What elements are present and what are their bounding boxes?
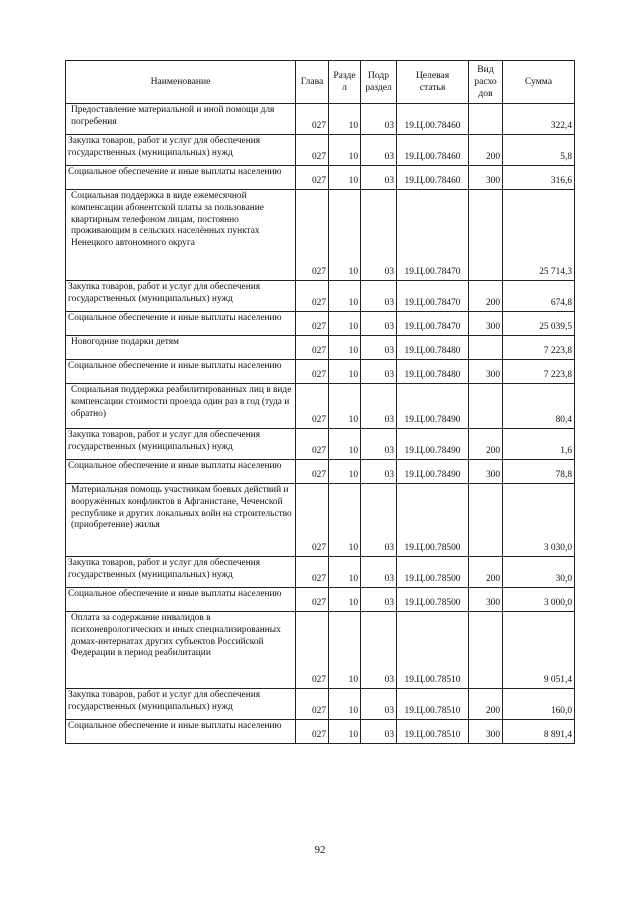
table-row xyxy=(66,166,575,190)
header-statya: Целевая статья xyxy=(397,61,469,104)
cell-glava: 027 xyxy=(296,281,329,312)
cell-statya: 19.Ц.00.78490 xyxy=(397,384,469,429)
cell-glava: 027 xyxy=(296,166,329,190)
cell-name: Социальное обеспечение и иные выплаты населению xyxy=(66,360,296,384)
cell-glava: 027 xyxy=(296,612,329,689)
cell-statya: 19.Ц.00.78510 xyxy=(397,612,469,689)
cell-statya: 19.Ц.00.78500 xyxy=(397,588,469,612)
cell-vid xyxy=(469,612,503,689)
cell-razdel: 10 xyxy=(329,190,361,281)
cell-razdel: 10 xyxy=(329,135,361,166)
header-razdel: Разде л xyxy=(329,61,361,104)
cell-podrazdel: 03 xyxy=(361,135,397,166)
cell-statya: 19.Ц.00.78500 xyxy=(397,484,469,557)
cell-summa: 30,0 xyxy=(503,557,575,588)
cell-statya: 19.Ц.00.78470 xyxy=(397,281,469,312)
cell-glava: 027 xyxy=(296,460,329,484)
cell-name: Социальное обеспечение и иные выплаты населению xyxy=(66,588,296,612)
cell-glava: 027 xyxy=(296,429,329,460)
table-row xyxy=(66,429,575,460)
cell-summa: 80,4 xyxy=(503,384,575,429)
table-row xyxy=(66,689,575,720)
cell-vid xyxy=(469,484,503,557)
cell-razdel: 10 xyxy=(329,360,361,384)
cell-glava: 027 xyxy=(296,336,329,360)
cell-summa: 25 714,3 xyxy=(503,190,575,281)
cell-summa: 7 223,8 xyxy=(503,360,575,384)
cell-name: Социальное обеспечение и иные выплаты населению xyxy=(66,720,296,744)
table-row xyxy=(66,484,575,557)
cell-razdel: 10 xyxy=(329,588,361,612)
cell-razdel: 10 xyxy=(329,429,361,460)
cell-vid: 200 xyxy=(469,281,503,312)
cell-podrazdel: 03 xyxy=(361,588,397,612)
cell-summa: 5,8 xyxy=(503,135,575,166)
cell-vid xyxy=(469,384,503,429)
table-row xyxy=(66,104,575,135)
cell-statya: 19.Ц.00.78480 xyxy=(397,336,469,360)
cell-podrazdel: 03 xyxy=(361,460,397,484)
cell-name: Оплата за содержание инвалидов в психоневрологических и иных специализированных домах-интернатах других субъектов Российской Федерации в период реабилитации xyxy=(66,612,296,689)
table-body xyxy=(66,104,575,744)
cell-podrazdel: 03 xyxy=(361,612,397,689)
header-glava: Глава xyxy=(296,61,329,104)
table-row xyxy=(66,720,575,744)
cell-razdel: 10 xyxy=(329,312,361,336)
cell-razdel: 10 xyxy=(329,281,361,312)
table-row xyxy=(66,190,575,281)
cell-name: Социальное обеспечение и иные выплаты населению xyxy=(66,312,296,336)
cell-podrazdel: 03 xyxy=(361,312,397,336)
cell-podrazdel: 03 xyxy=(361,190,397,281)
cell-vid xyxy=(469,336,503,360)
cell-summa: 1,6 xyxy=(503,429,575,460)
cell-statya: 19.Ц.00.78460 xyxy=(397,135,469,166)
cell-razdel: 10 xyxy=(329,336,361,360)
cell-podrazdel: 03 xyxy=(361,484,397,557)
cell-glava: 027 xyxy=(296,720,329,744)
table-row xyxy=(66,612,575,689)
cell-statya: 19.Ц.00.78490 xyxy=(397,429,469,460)
table-header xyxy=(66,61,575,104)
cell-podrazdel: 03 xyxy=(361,281,397,312)
cell-name: Закупка товаров, работ и услуг для обеспечения государственных (муниципальных) нужд xyxy=(66,689,296,720)
cell-summa: 78,8 xyxy=(503,460,575,484)
cell-vid xyxy=(469,190,503,281)
cell-vid xyxy=(469,104,503,135)
header-summa: Сумма xyxy=(503,61,575,104)
cell-name: Материальная помощь участникам боевых действий и вооружённых конфликтов в Афганистане, Чеченской республике и других локальных войн на строительство (приобретение) жилья xyxy=(66,484,296,557)
cell-vid: 200 xyxy=(469,689,503,720)
cell-glava: 027 xyxy=(296,104,329,135)
cell-podrazdel: 03 xyxy=(361,104,397,135)
cell-name: Новогодние подарки детям xyxy=(66,336,296,360)
cell-razdel: 10 xyxy=(329,166,361,190)
cell-podrazdel: 03 xyxy=(361,720,397,744)
cell-glava: 027 xyxy=(296,360,329,384)
cell-vid: 200 xyxy=(469,557,503,588)
table-row xyxy=(66,460,575,484)
cell-razdel: 10 xyxy=(329,689,361,720)
cell-statya: 19.Ц.00.78460 xyxy=(397,104,469,135)
table-row xyxy=(66,281,575,312)
cell-razdel: 10 xyxy=(329,384,361,429)
cell-statya: 19.Ц.00.78460 xyxy=(397,166,469,190)
table-row xyxy=(66,588,575,612)
cell-razdel: 10 xyxy=(329,612,361,689)
cell-name: Закупка товаров, работ и услуг для обеспечения государственных (муниципальных) нужд xyxy=(66,557,296,588)
table-row xyxy=(66,557,575,588)
cell-vid: 200 xyxy=(469,135,503,166)
page-number: 92 xyxy=(314,844,326,856)
cell-vid: 200 xyxy=(469,429,503,460)
cell-statya: 19.Ц.00.78510 xyxy=(397,720,469,744)
header-vid: Вид расхо дов xyxy=(469,61,503,104)
cell-glava: 027 xyxy=(296,588,329,612)
cell-vid: 300 xyxy=(469,588,503,612)
cell-podrazdel: 03 xyxy=(361,360,397,384)
cell-name: Социальное обеспечение и иные выплаты населению xyxy=(66,460,296,484)
header-row xyxy=(66,61,575,104)
cell-statya: 19.Ц.00.78490 xyxy=(397,460,469,484)
cell-name: Закупка товаров, работ и услуг для обеспечения государственных (муниципальных) нужд xyxy=(66,281,296,312)
cell-razdel: 10 xyxy=(329,460,361,484)
budget-table xyxy=(65,60,575,744)
cell-podrazdel: 03 xyxy=(361,166,397,190)
cell-podrazdel: 03 xyxy=(361,557,397,588)
cell-name: Предоставление материальной и иной помощи для погребения xyxy=(66,104,296,135)
cell-summa: 9 051,4 xyxy=(503,612,575,689)
cell-vid: 300 xyxy=(469,720,503,744)
cell-name: Социальное обеспечение и иные выплаты населению xyxy=(66,166,296,190)
cell-glava: 027 xyxy=(296,484,329,557)
cell-statya: 19.Ц.00.78480 xyxy=(397,360,469,384)
cell-summa: 160,0 xyxy=(503,689,575,720)
cell-glava: 027 xyxy=(296,384,329,429)
cell-razdel: 10 xyxy=(329,557,361,588)
cell-summa: 8 891,4 xyxy=(503,720,575,744)
cell-summa: 3 000,0 xyxy=(503,588,575,612)
table-row xyxy=(66,360,575,384)
cell-statya: 19.Ц.00.78470 xyxy=(397,312,469,336)
cell-summa: 316,6 xyxy=(503,166,575,190)
cell-vid: 300 xyxy=(469,460,503,484)
cell-summa: 25 039,5 xyxy=(503,312,575,336)
cell-statya: 19.Ц.00.78510 xyxy=(397,689,469,720)
cell-podrazdel: 03 xyxy=(361,429,397,460)
cell-name: Закупка товаров, работ и услуг для обеспечения государственных (муниципальных) нужд xyxy=(66,135,296,166)
header-name: Наименование xyxy=(66,61,296,104)
header-podrazdel: Подр раздел xyxy=(361,61,397,104)
cell-glava: 027 xyxy=(296,135,329,166)
cell-statya: 19.Ц.00.78500 xyxy=(397,557,469,588)
cell-razdel: 10 xyxy=(329,484,361,557)
cell-summa: 3 030,0 xyxy=(503,484,575,557)
table-row xyxy=(66,336,575,360)
table-row xyxy=(66,384,575,429)
cell-vid: 300 xyxy=(469,312,503,336)
cell-glava: 027 xyxy=(296,557,329,588)
cell-podrazdel: 03 xyxy=(361,689,397,720)
cell-podrazdel: 03 xyxy=(361,336,397,360)
cell-summa: 674,8 xyxy=(503,281,575,312)
cell-glava: 027 xyxy=(296,312,329,336)
cell-summa: 7 223,8 xyxy=(503,336,575,360)
cell-vid: 300 xyxy=(469,360,503,384)
cell-glava: 027 xyxy=(296,190,329,281)
cell-vid: 300 xyxy=(469,166,503,190)
cell-summa: 322,4 xyxy=(503,104,575,135)
cell-podrazdel: 03 xyxy=(361,384,397,429)
cell-razdel: 10 xyxy=(329,104,361,135)
table-row xyxy=(66,312,575,336)
cell-razdel: 10 xyxy=(329,720,361,744)
cell-name: Социальная поддержка в виде ежемесячной компенсации абонентской платы за пользование квартирным телефоном лицам, постоянно проживающим в сельских населённых пунктах Ненецкого автономного округа xyxy=(66,190,296,281)
cell-statya: 19.Ц.00.78470 xyxy=(397,190,469,281)
table-row xyxy=(66,135,575,166)
cell-name: Социальная поддержка реабилитированных лиц в виде компенсации стоимости проезда один раз в год (туда и обратно) xyxy=(66,384,296,429)
cell-name: Закупка товаров, работ и услуг для обеспечения государственных (муниципальных) нужд xyxy=(66,429,296,460)
cell-glava: 027 xyxy=(296,689,329,720)
